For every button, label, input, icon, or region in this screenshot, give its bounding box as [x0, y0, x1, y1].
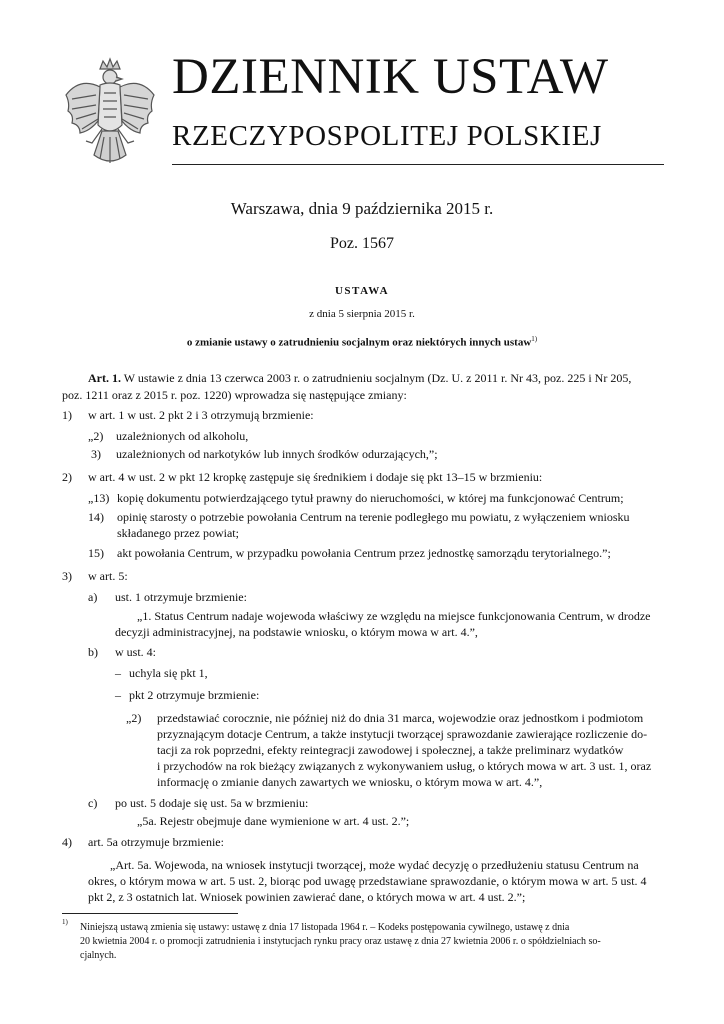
- change-1-point-3-number: 3): [91, 447, 101, 461]
- polish-eagle-emblem-icon: [60, 55, 160, 175]
- act-type: USTAWA: [334, 285, 390, 297]
- change-4-quote-line-1: „Art. 5a. Wojewoda, na wniosek instytucji tworzącej, może wydać decyzję o przedłużeniu statusu Centrum na: [110, 858, 639, 872]
- change-3b-letter: b): [88, 645, 98, 659]
- change-3c-letter: c): [88, 796, 98, 810]
- change-3b-item-1-text: uchyla się pkt 1,: [129, 666, 208, 680]
- act-title-text: o zmianie ustawy o zatrudnieniu socjalnym oraz niektórych innych ustaw: [186, 336, 532, 349]
- journal-subtitle: RZECZYPOSPOLITEJ POLSKIEJ: [172, 120, 602, 152]
- change-3b-quote-line-5: informację o zmianie danych zawartych we wniosku, o którym mowa w art. 4.”,: [157, 775, 543, 789]
- change-2-point-14-line-2: składanego przez powiat;: [117, 526, 239, 540]
- change-1-point-2-number: „2): [88, 429, 104, 443]
- change-3-text: w art. 5:: [88, 569, 128, 583]
- header-divider: [172, 164, 664, 165]
- change-4-number: 4): [62, 835, 72, 849]
- change-4-quote-line-2: okres, o którym mowa w art. 5 ust. 2, biorąc pod uwagę przedstawiane sprawozdanie, o którym mowa w art. 5 ust. 4: [88, 874, 647, 888]
- change-2-text: w art. 4 w ust. 2 w pkt 12 kropkę zastępuje się średnikiem i dodaje się pkt 13–15 w brzmieniu:: [88, 470, 543, 484]
- footnote-reference: 1): [531, 335, 538, 343]
- change-2-point-15-text: akt powołania Centrum, w przypadku powołania Centrum przez jednostkę samorządu terytorialnego.”;: [117, 546, 611, 560]
- change-4-quote-line-3: pkt 2, z 3 ostatnich lat. Wniosek powinien zawierać dane, o których mowa w art. 4 ust. 2.”;: [88, 890, 526, 904]
- change-2-point-14-line-1: opinię starosty o potrzebie powołania Centrum na terenie podległego mu powiatu, z wyłączeniem wniosku: [117, 510, 630, 524]
- change-3b-quote-line-3: tacji za rok poprzedni, efekty reintegracji zawodowej i społecznej, a także preliminarz wydatków: [157, 743, 624, 757]
- change-3a-text: ust. 1 otrzymuje brzmienie:: [115, 590, 247, 604]
- article-intro-line-1: [88, 370, 631, 387]
- publication-dateline: Warszawa, dnia 9 października 2015 r.: [230, 199, 494, 218]
- footnote-divider: [62, 913, 238, 914]
- change-2-point-14-number: 14): [88, 510, 104, 524]
- footnote-mark: 1): [62, 918, 68, 926]
- act-date: z dnia 5 sierpnia 2015 r.: [309, 308, 415, 320]
- article-label: Art. 1.: [88, 371, 121, 385]
- change-3b-quote-line-1: przedstawiać corocznie, nie później niż do dnia 31 marca, wojewodzie oraz jednostkom i podmiotom: [157, 711, 644, 725]
- change-3b-item-2-text: pkt 2 otrzymuje brzmienie:: [129, 688, 260, 702]
- footnote-line-1: Niniejszą ustawą zmienia się ustawy: ustawę z dnia 17 listopada 1964 r. – Kodeks postępowania cywilnego, ustawę z dnia: [80, 922, 570, 933]
- change-3b-quote-line-4: i przychodów na rok bieżący związanych z wykonywaniem usług, o których mowa w art. 3 ust. 1, oraz: [157, 759, 652, 773]
- change-3a-quote-line-1: „1. Status Centrum nadaje wojewoda właściwy ze względu na miejsce funkcjonowania Centrum, w drodze: [137, 609, 651, 623]
- change-1-text: w art. 1 w ust. 2 pkt 2 i 3 otrzymują brzmienie:: [88, 408, 314, 422]
- change-4-text: art. 5a otrzymuje brzmienie:: [88, 835, 224, 849]
- change-2-point-13-text: kopię dokumentu potwierdzającego tytuł prawny do nieruchomości, w której ma funkcjonować Centrum;: [117, 491, 624, 505]
- change-3b-quote-number: „2): [126, 711, 142, 725]
- article-intro-text: W ustawie z dnia 13 czerwca 2003 r. o zatrudnieniu socjalnym (Dz. U. z 2011 r. Nr 43, poz. 225 i Nr 205,: [123, 371, 632, 385]
- change-3-number: 3): [62, 569, 72, 583]
- footnote-line-3: cjalnych.: [80, 950, 117, 961]
- change-3b-dash-2: –: [115, 688, 121, 702]
- change-2-point-13-number: „13): [88, 491, 110, 505]
- change-3a-letter: a): [88, 590, 98, 604]
- change-2-point-15-number: 15): [88, 546, 104, 560]
- journal-title: DZIENNIK USTAW: [172, 49, 609, 105]
- act-title: [0, 335, 724, 349]
- change-3c-quote: „5a. Rejestr obejmuje dane wymienione w art. 4 ust. 2.”;: [137, 814, 410, 828]
- change-3a-quote-line-2: decyzji administracyjnej, na podstawie wniosku, o którym mowa w art. 4.”,: [115, 625, 478, 639]
- position-number: Poz. 1567: [330, 235, 394, 252]
- change-3b-text: w ust. 4:: [115, 645, 157, 659]
- change-3b-dash-1: –: [115, 666, 121, 680]
- article-intro-line-2: poz. 1211 oraz z 2015 r. poz. 1220) wprowadza się następujące zmiany:: [62, 388, 407, 402]
- footnote-line-2: 20 kwietnia 2004 r. o promocji zatrudnienia i instytucjach rynku pracy oraz ustawę z dnia 27 kwietnia 2006 r. o spółdzielniach so-: [80, 936, 601, 947]
- change-2-number: 2): [62, 470, 72, 484]
- change-3b-quote-line-2: przyznającym dotacje Centrum, a także instytucji tworzącej sprawozdanie zawierające rozliczenie do-: [157, 727, 648, 741]
- change-1-point-2-text: uzależnionych od alkoholu,: [116, 429, 249, 443]
- change-1-number: 1): [62, 408, 72, 422]
- change-1-point-3-text: uzależnionych od narkotyków lub innych środków odurzających,”;: [116, 447, 438, 461]
- change-3c-text: po ust. 5 dodaje się ust. 5a w brzmieniu:: [115, 796, 309, 810]
